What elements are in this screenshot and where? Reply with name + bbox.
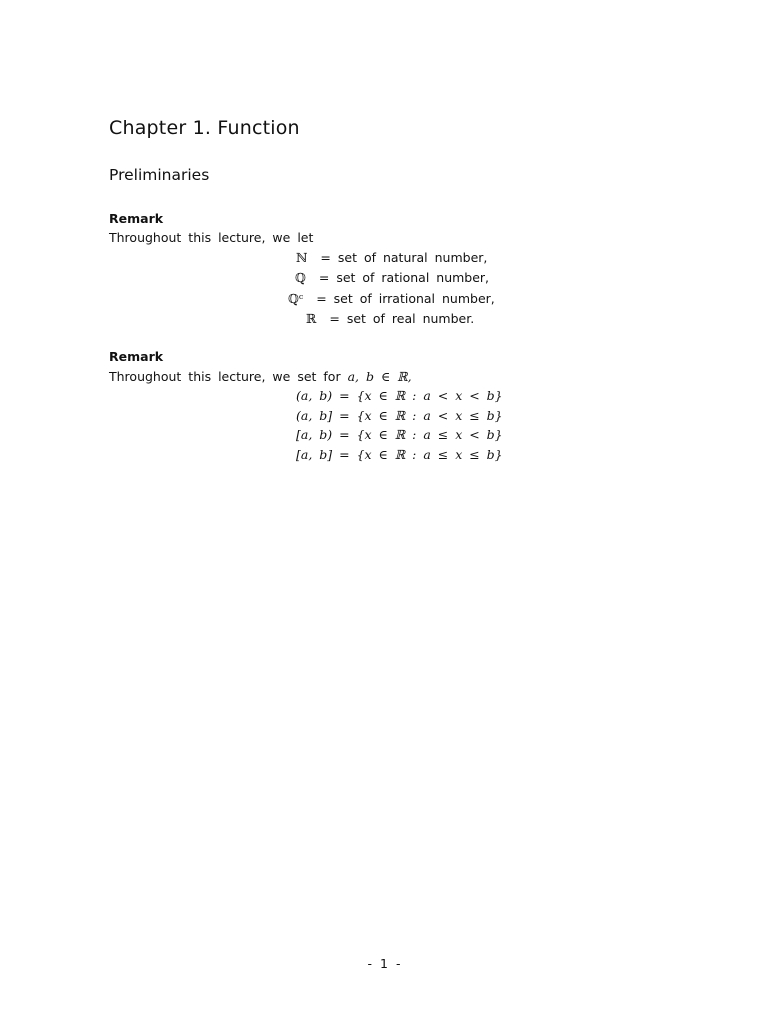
remark-2-intro xyxy=(109,369,412,384)
definition-text: = set of rational number, xyxy=(318,270,490,285)
real-numbers-symbol: ℝ xyxy=(306,311,317,326)
definition-irrational xyxy=(288,291,495,306)
remark-heading-2: Remark xyxy=(109,349,164,364)
definition-rational xyxy=(295,270,489,285)
remark-1-intro: Throughout this lecture, we let xyxy=(109,230,314,245)
remark-2-intro-text: Throughout this lecture, we set for xyxy=(109,369,341,384)
remark-heading-1: Remark xyxy=(109,211,164,226)
definition-text: = set of natural number, xyxy=(320,250,488,265)
interval-closed: [a, b] = {x ∈ ℝ : a ≤ x ≤ b} xyxy=(296,447,503,462)
page-number: - 1 - xyxy=(367,956,401,971)
interval-open: (a, b) = {x ∈ ℝ : a < x < b} xyxy=(296,388,503,403)
section-title: Preliminaries xyxy=(109,166,210,184)
definition-text: = set of real number. xyxy=(329,311,475,326)
interval-half-open-right: (a, b] = {x ∈ ℝ : a < x ≤ b} xyxy=(296,408,503,423)
irrational-numbers-symbol: ℚᶜ xyxy=(288,291,304,306)
remark-2-intro-math: a, b ∈ ℝ, xyxy=(347,369,412,384)
natural-numbers-symbol: ℕ xyxy=(296,250,308,265)
definition-text: = set of irrational number, xyxy=(316,291,495,306)
rational-numbers-symbol: ℚ xyxy=(295,270,306,285)
interval-half-open-left: [a, b) = {x ∈ ℝ : a ≤ x < b} xyxy=(296,427,503,442)
chapter-title: Chapter 1. Function xyxy=(109,117,300,139)
definition-natural xyxy=(296,250,487,265)
definition-real xyxy=(306,311,474,326)
